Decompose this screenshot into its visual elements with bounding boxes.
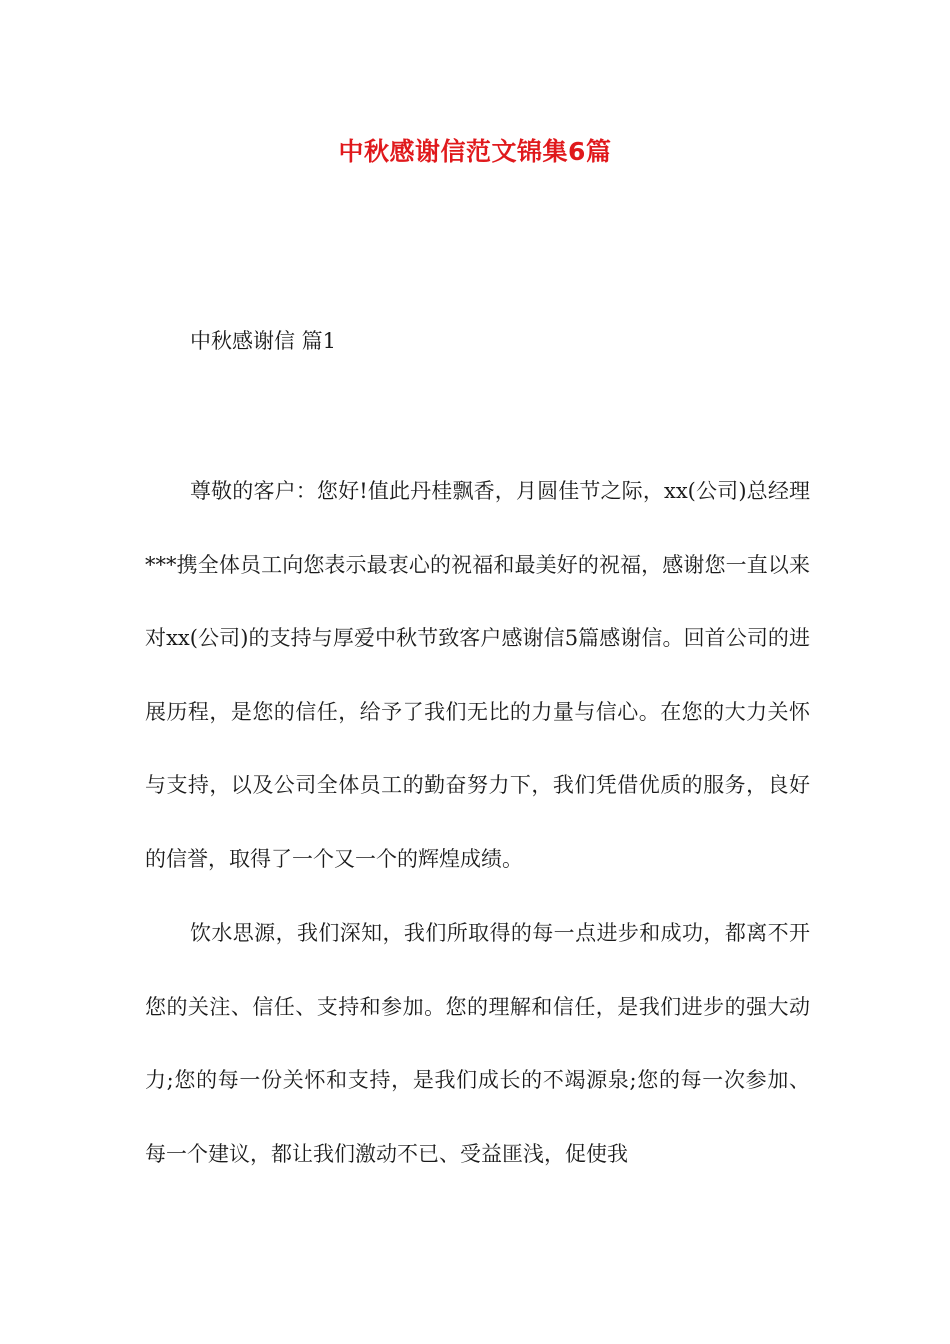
paragraph-1: 尊敬的客户：您好!值此丹桂飘香，月圆佳节之际，xx(公司)总经理***携全体员工向您表示最衷心的祝福和最美好的祝福，感谢您一直以来对xx(公司)的支持与厚爱中秋节致客户感谢信5篇感谢信。回首公司的进展历程，是您的信任，给予了我们无比的力量与信心。在您的大力关怀与支持，以及公司全体员工的勤奋努力下，我们凭借优质的服务，良好的信誉，取得了一个又一个的辉煌成绩。 [145,479,810,871]
section-heading: 中秋感谢信 篇1 [190,329,337,353]
paragraph-block-1 [145,455,810,896]
document-title: 中秋感谢信范文锦集6篇 [338,137,612,166]
paragraph-block-2 [145,897,810,1191]
paragraph-2: 饮水思源，我们深知，我们所取得的每一点进步和成功，都离不开您的关注、信任、支持和参加。您的理解和信任，是我们进步的强大动力;您的每一份关怀和支持，是我们成长的不竭源泉;您的每一次参加、每一个建议，都让我们激动不已、受益匪浅，促使我 [145,921,810,1166]
